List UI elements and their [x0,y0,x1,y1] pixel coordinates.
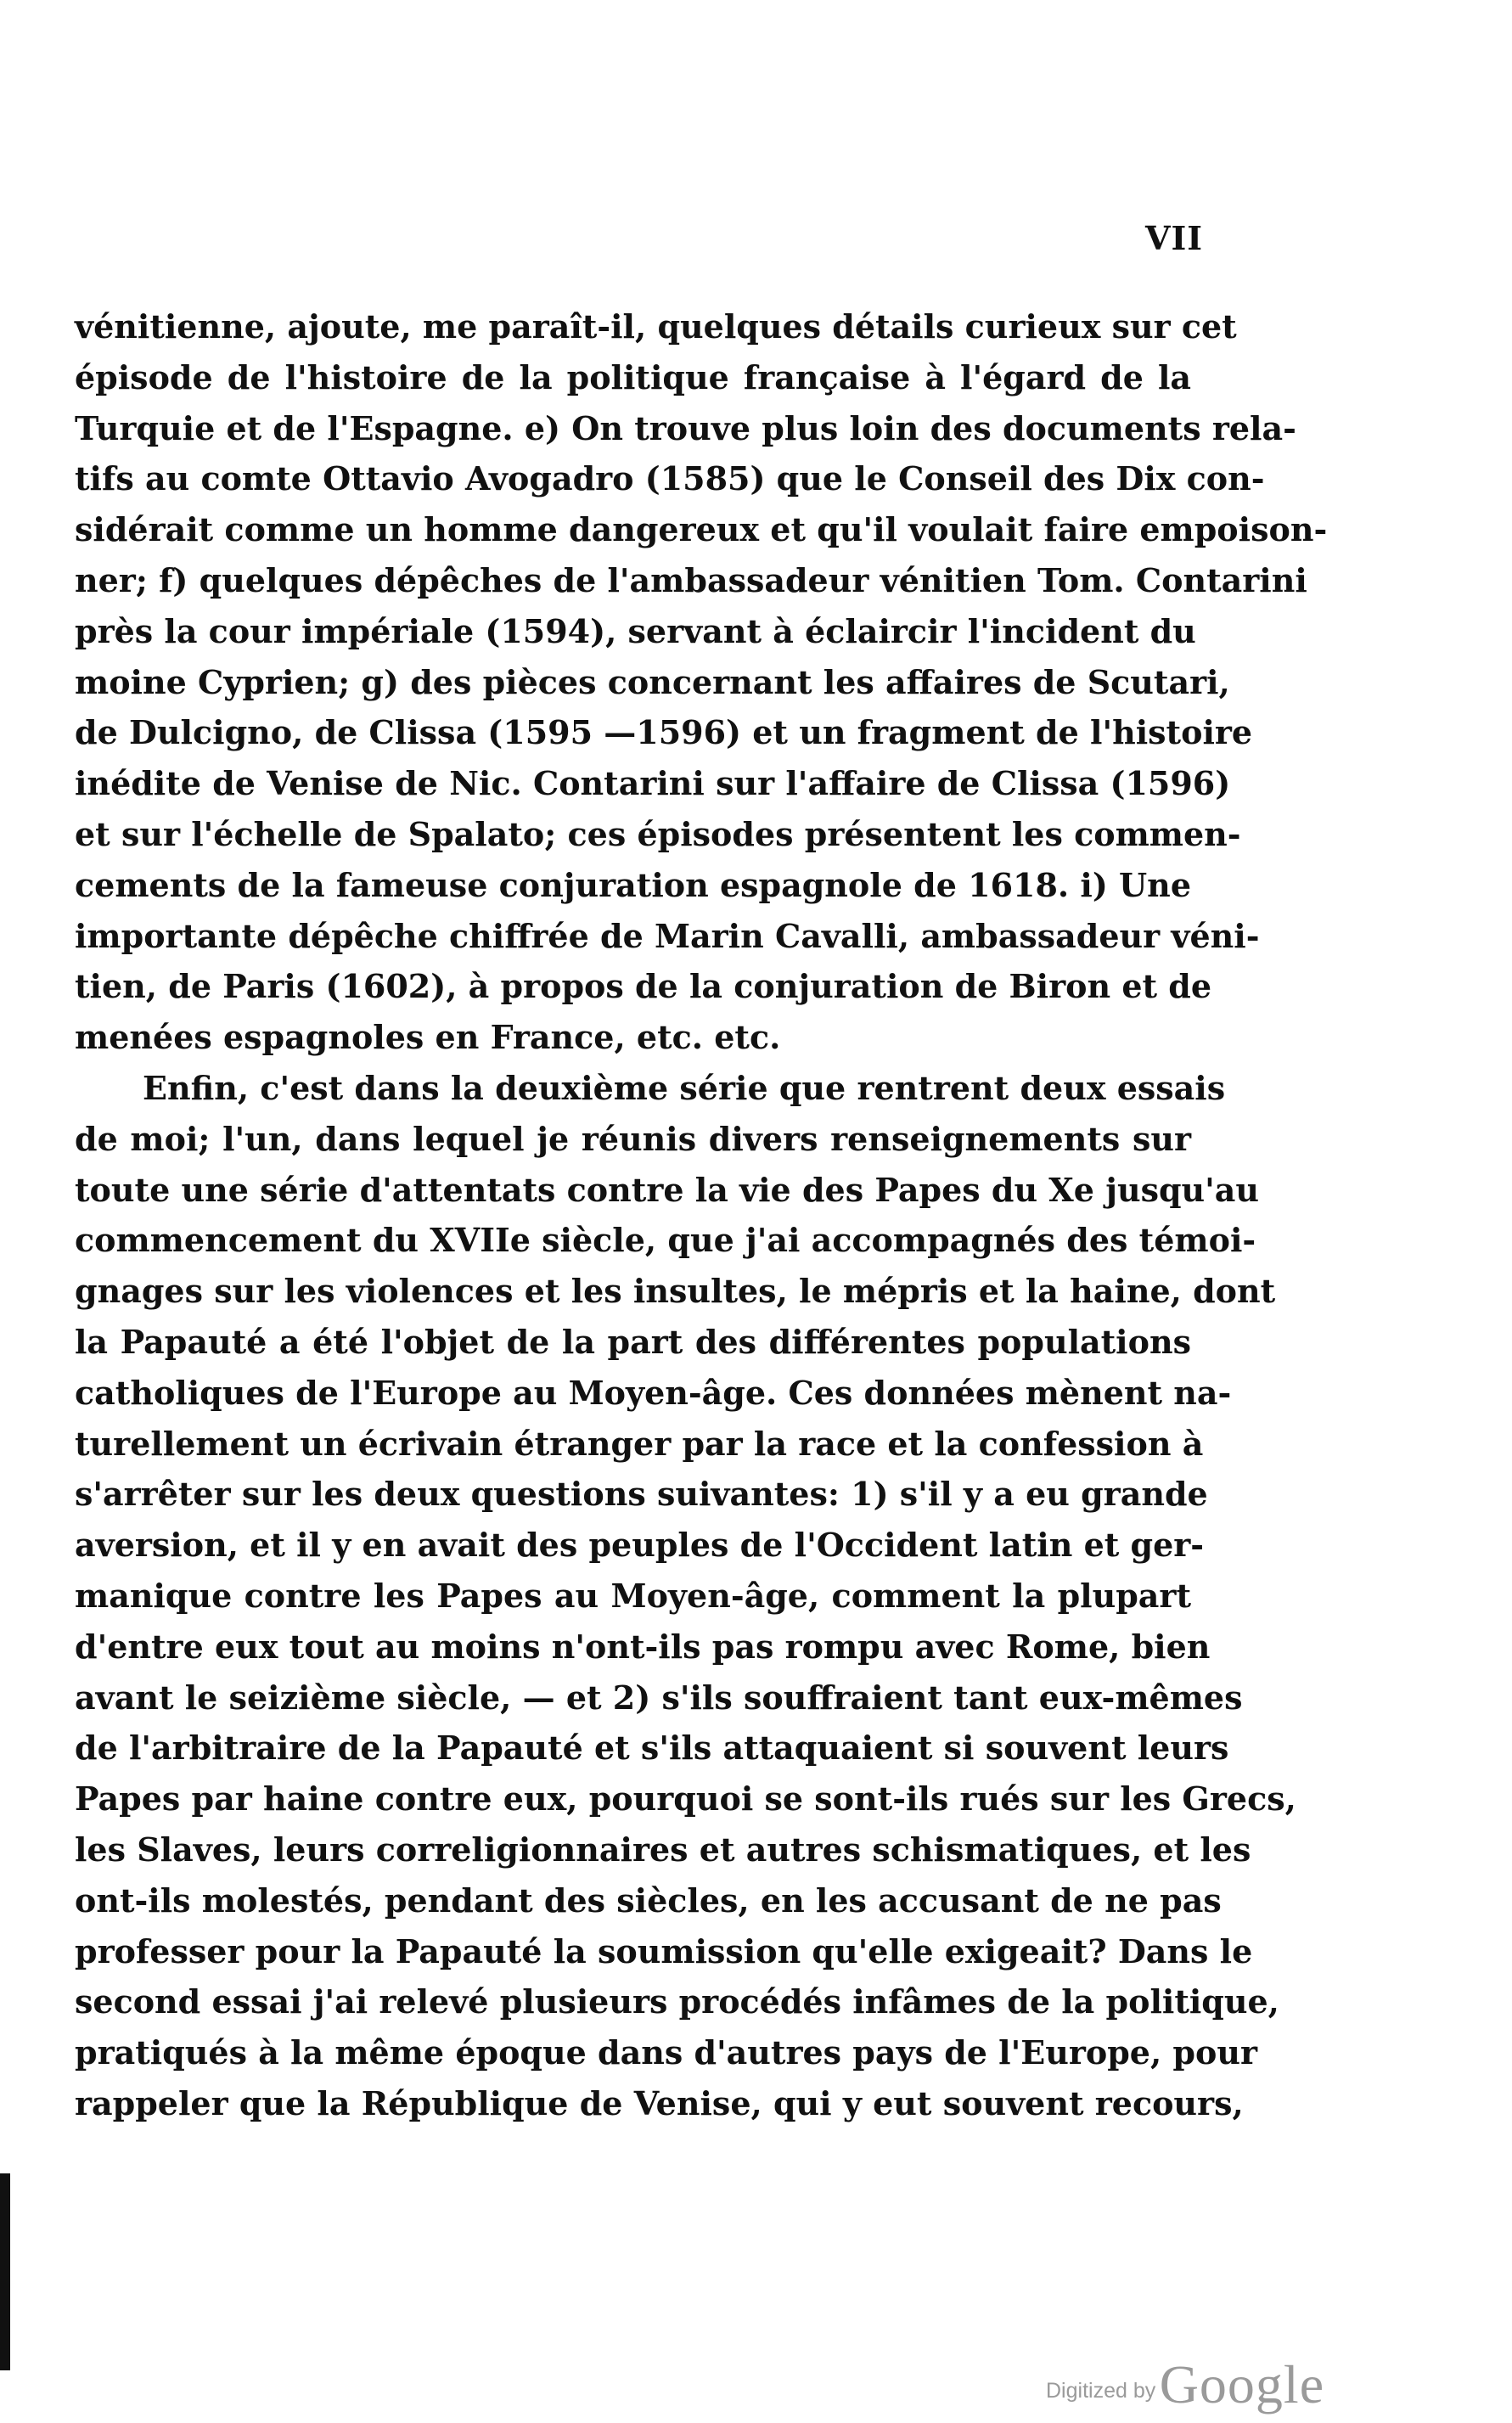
scan-edge-mark [0,2173,10,2370]
text-line: importante dépêche chiffrée de Marin Cavalli, ambassadeur véni- [75,916,1260,955]
body-text [75,301,1328,2129]
text-line: près la cour impériale (1594), servant à éclaircir l'incident du [75,611,1196,650]
text-line: gnages sur les violences et les insultes, le mépris et la haine, dont [75,1272,1276,1311]
text-line: tien, de Paris (1602), à propos de la conjuration de Biron et de [75,967,1212,1006]
text-line: tifs au comte Ottavio Avogadro (1585) que le Conseil des Dix con- [75,459,1265,498]
text-line: rappeler que la République de Venise, qui y eut souvent recours, [75,2083,1244,2122]
text-line: toute une série d'attentats contre la vie des Papes du Xe jusqu'au [75,1170,1260,1209]
text-line: s'arrêter sur les deux questions suivantes: 1) s'il y a eu grande [75,1475,1208,1514]
page-number: VII [1145,219,1204,257]
text-line: manique contre les Papes au Moyen-âge, comment la plupart [75,1576,1191,1615]
text-line: vénitienne, ajoute, me paraît-il, quelques détails curieux sur cet [75,307,1237,346]
text-line: de l'arbitraire de la Papauté et s'ils attaquaient si souvent leurs [75,1729,1229,1768]
text-line: ner; f) quelques dépêches de l'ambassadeur vénitien Tom. Contarini [75,560,1307,599]
text-line: et sur l'échelle de Spalato; ces épisodes présentent les commen- [75,814,1241,853]
text-line: commencement du XVIIe siècle, que j'ai accompagnés des témoi- [75,1221,1256,1260]
digitized-label: Digitized by [1046,2379,1156,2403]
text-line: épisode de l'histoire de la politique française à l'égard de la [75,357,1191,396]
text-line: sidérait comme un homme dangereux et qu'il voulait faire empoison- [75,510,1328,549]
text-line: second essai j'ai relevé plusieurs procédés infâmes de la politique, [75,1982,1279,2021]
text-line: avant le seizième siècle, — et 2) s'ils souffraient tant eux-mêmes [75,1678,1243,1717]
text-line: cements de la fameuse conjuration espagnole de 1618. i) Une [75,865,1191,904]
text-line: de Dulcigno, de Clissa (1595 —1596) et un fragment de l'histoire [75,713,1253,752]
text-line: turellement un écrivain étranger par la race et la confession à [75,1424,1204,1463]
text-line: aversion, et il y en avait des peuples de l'Occident latin et ger- [75,1526,1205,1565]
text-line: inédite de Venise de Nic. Contarini sur l'affaire de Clissa (1596) [75,764,1231,803]
paragraph-start-line: Enfin, c'est dans la deuxième série que rentrent deux essais [143,1068,1226,1107]
text-line: pratiqués à la même époque dans d'autres pays de l'Europe, pour [75,2033,1257,2072]
text-line: de moi; l'un, dans lequel je réunis divers renseignements sur [75,1119,1191,1158]
text-line: la Papauté a été l'objet de la part des différentes populations [75,1322,1191,1361]
text-line: moine Cyprien; g) des pièces concernant les affaires de Scutari, [75,662,1230,701]
text-line: Turquie et de l'Espagne. e) On trouve plus loin des documents rela- [75,408,1296,447]
text-line: professer pour la Papauté la soumission qu'elle exigeait? Dans le [75,1931,1253,1970]
text-line: d'entre eux tout au moins n'ont-ils pas rompu avec Rome, bien [75,1627,1211,1666]
text-line: Papes par haine contre eux, pourquoi se sont-ils rués sur les Grecs, [75,1779,1296,1819]
google-logo: Google [1159,2354,1325,2415]
text-line: ont-ils molestés, pendant des siècles, en les accusant de ne pas [75,1880,1222,1920]
digitized-watermark [1046,2353,1324,2416]
text-line: menées espagnoles en France, etc. etc. [75,1018,781,1057]
text-line: les Slaves, leurs correligionnaires et autres schismatiques, et les [75,1830,1251,1869]
text-line: catholiques de l'Europe au Moyen-âge. Ces données mènent na- [75,1373,1232,1412]
